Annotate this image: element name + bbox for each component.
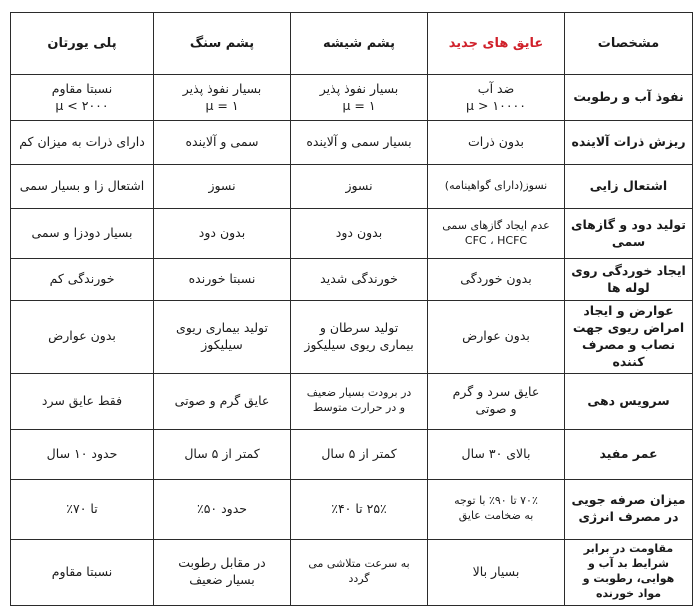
table-cell: نسوز xyxy=(154,165,291,209)
table-cell: عایق گرم و صوتی xyxy=(154,373,291,429)
table-cell: ۲۵٪ تا ۴۰٪ xyxy=(291,479,428,539)
row-label: نفوذ آب و رطوبت xyxy=(565,75,693,121)
table-row xyxy=(11,165,693,209)
table-row xyxy=(11,479,693,539)
table-cell: در برودت بسیار ضعیف و در حرارت متوسط xyxy=(291,373,428,429)
table-cell: تولید بیماری ریوی سیلیکوز xyxy=(154,301,291,374)
row-label: عمر مفید xyxy=(565,429,693,479)
table-cell: بسیار دودزا و سمی xyxy=(11,209,154,259)
row-label: عوارض و ایجاد امراض ریوی جهت نصاب و مصرف کننده xyxy=(565,301,693,374)
table-cell: بدون ذرات xyxy=(428,121,565,165)
row-label: اشتعال زایی xyxy=(565,165,693,209)
table-cell: کمتر از ۵ سال xyxy=(291,429,428,479)
row-label: مقاومت در برابر شرایط بد آب و هوایی، رطوبت و مواد خورنده xyxy=(565,539,693,605)
table-cell: ۷۰٪ تا ۹۰٪ با توجه به ضخامت عایق xyxy=(428,479,565,539)
table-row xyxy=(11,429,693,479)
header-new-insulation: عایق های جدید xyxy=(428,13,565,75)
row-label: ریزش ذرات آلاینده xyxy=(565,121,693,165)
header-row xyxy=(11,13,693,75)
table-row xyxy=(11,373,693,429)
table-row xyxy=(11,75,693,121)
table-cell: بدون عوارض xyxy=(11,301,154,374)
header-rock-wool: پشم سنگ xyxy=(154,13,291,75)
table-cell: بسیار نفوذ پذیر µ = ۱ xyxy=(154,75,291,121)
table-cell: نسبتا خورنده xyxy=(154,259,291,301)
header-specs: مشخصات xyxy=(565,13,693,75)
table-cell: نسوز(دارای گواهینامه) xyxy=(428,165,565,209)
row-label: میزان صرفه جویی در مصرف انرژی xyxy=(565,479,693,539)
table-cell: تا ۷۰٪ xyxy=(11,479,154,539)
table-cell: در مقابل رطوبت بسیار ضعیف xyxy=(154,539,291,605)
table-cell: بسیار سمی و آلاینده xyxy=(291,121,428,165)
table-cell: کمتر از ۵ سال xyxy=(154,429,291,479)
table-cell: عدم ایجاد گازهای سمی CFC ، HCFC xyxy=(428,209,565,259)
row-label: ایجاد خوردگی روی لوله ها xyxy=(565,259,693,301)
table-cell: به سرعت متلاشی می گردد xyxy=(291,539,428,605)
table-cell: ضد آب µ > ۱۰۰۰۰ xyxy=(428,75,565,121)
table-cell: نسوز xyxy=(291,165,428,209)
table-row xyxy=(11,539,693,605)
table-cell: فقط عایق سرد xyxy=(11,373,154,429)
table-cell: خورندگی شدید xyxy=(291,259,428,301)
table-cell: نسبتا مقاوم µ < ۲۰۰۰ xyxy=(11,75,154,121)
table-cell: بدون دود xyxy=(154,209,291,259)
header-glass-wool: پشم شیشه xyxy=(291,13,428,75)
table-cell: حدود ۵۰٪ xyxy=(154,479,291,539)
table-cell: دارای ذرات به میزان کم xyxy=(11,121,154,165)
table-row xyxy=(11,209,693,259)
table-cell: خورندگی کم xyxy=(11,259,154,301)
table-row xyxy=(11,259,693,301)
table-cell: بسیار نفوذ پذیر µ = ۱ xyxy=(291,75,428,121)
table-cell: بدون دود xyxy=(291,209,428,259)
table-cell: بدون خوردگی xyxy=(428,259,565,301)
table-row xyxy=(11,121,693,165)
table-cell: اشتعال زا و بسیار سمی xyxy=(11,165,154,209)
table-cell: بالای ۳۰ سال xyxy=(428,429,565,479)
table-cell: سمی و آلاینده xyxy=(154,121,291,165)
table-cell: نسبتا مقاوم xyxy=(11,539,154,605)
insulation-comparison-table xyxy=(10,12,693,606)
header-polyurethane: پلی یورتان xyxy=(11,13,154,75)
row-label: سرویس دهی xyxy=(565,373,693,429)
table-cell: عایق سرد و گرم و صوتی xyxy=(428,373,565,429)
table-cell: تولید سرطان و بیماری ریوی سیلیکوز xyxy=(291,301,428,374)
table-cell: بدون عوارض xyxy=(428,301,565,374)
table-cell: بسیار بالا xyxy=(428,539,565,605)
table-row xyxy=(11,301,693,374)
row-label: تولید دود و گازهای سمی xyxy=(565,209,693,259)
table-cell: حدود ۱۰ سال xyxy=(11,429,154,479)
